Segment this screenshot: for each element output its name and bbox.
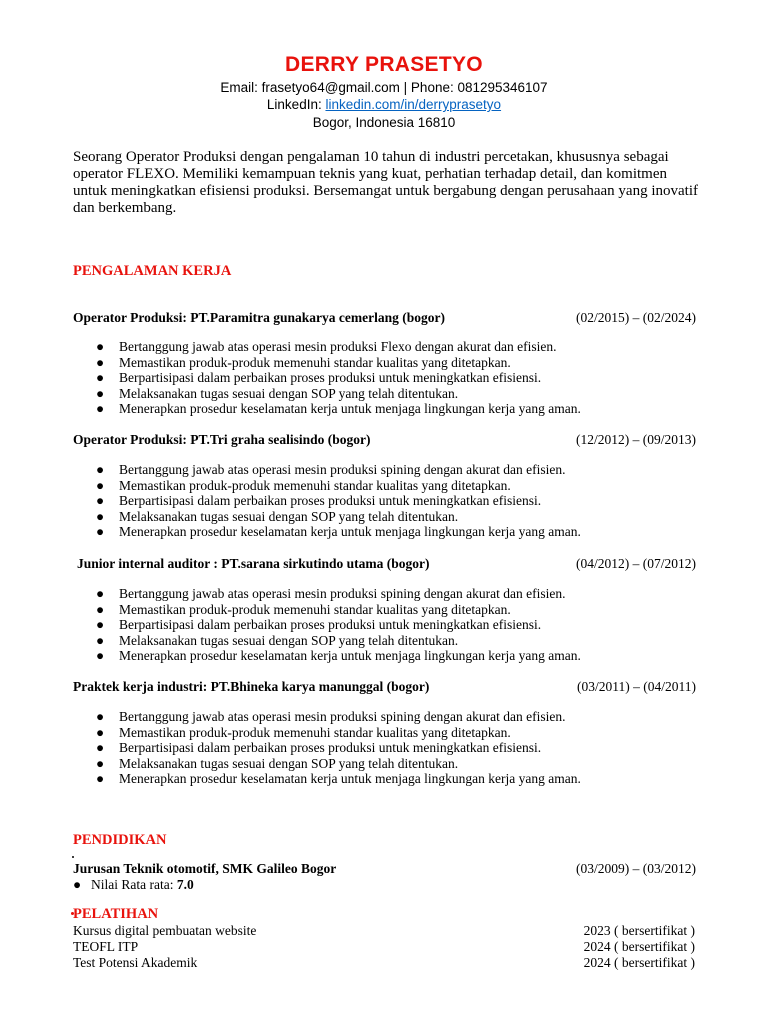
experience-heading: PENGALAMAN KERJA: [73, 263, 232, 279]
list-item: [73, 955, 695, 971]
education-dates: (03/2009) – (03/2012): [576, 861, 696, 876]
list-item: ● Melaksanakan tugas sesuai dengan SOP yang telah ditentukan.: [96, 508, 459, 524]
list-item: ● Berpartisipasi dalam perbaikan proses produksi untuk meningkatkan efisiensi.: [96, 370, 542, 385]
bullet-icon: ●: [96, 508, 105, 524]
job-title: Junior internal auditor : PT.sarana sirkutindo utama (bogor): [77, 556, 430, 571]
list-item: ● Menerapkan prosedur keselamatan kerja untuk menjaga lingkungan kerja yang aman.: [96, 648, 581, 663]
list-item: ● Menerapkan prosedur keselamatan kerja untuk menjaga lingkungan kerja yang aman.: [96, 771, 581, 786]
linkedin-link[interactable]: linkedin.com/in/derryprasetyo: [325, 97, 502, 112]
bullet-icon: ●: [96, 740, 105, 755]
stray-mark: [72, 856, 74, 858]
bullet-icon: ●: [96, 709, 105, 724]
linkedin-label: LinkedIn:: [266, 97, 326, 112]
list-item: ● Berpartisipasi dalam perbaikan proses produksi untuk meningkatkan efisiensi.: [96, 493, 542, 508]
job-dates: (04/2012) – (07/2012): [576, 556, 696, 571]
list-item: ● Melaksanakan tugas sesuai dengan SOP yang telah ditentukan.: [96, 632, 459, 648]
list-item: ● Bertanggung jawab atas operasi mesin produksi spining dengan akurat dan efisien.: [96, 586, 566, 601]
job-duties-list: [96, 462, 581, 540]
bullet-icon: ●: [96, 370, 105, 385]
list-item: ● Berpartisipasi dalam perbaikan proses produksi untuk meningkatkan efisiensi.: [96, 740, 542, 755]
bullet-icon: ●: [96, 724, 105, 740]
job-title: Operator Produksi: PT.Tri graha sealisindo (bogor): [73, 432, 371, 447]
training-year: 2023 ( bersertifikat ): [583, 923, 695, 938]
job-title: Operator Produksi: PT.Paramitra gunakarya cemerlang (bogor): [73, 310, 445, 325]
bullet-icon: ●: [73, 877, 82, 892]
bullet-icon: ●: [96, 617, 105, 632]
bullet-icon: ●: [96, 477, 105, 493]
bullet-icon: ●: [96, 586, 105, 601]
job-duties-list: [96, 586, 581, 664]
bullet-icon: ●: [96, 524, 105, 539]
training-heading: PELATIHAN: [73, 906, 159, 922]
job-dates: (12/2012) – (09/2013): [576, 432, 696, 447]
job-dates: (02/2015) – (02/2024): [576, 310, 696, 325]
list-item: ● Bertanggung jawab atas operasi mesin produksi spining dengan akurat dan efisien.: [96, 709, 566, 724]
bullet-icon: ●: [96, 771, 105, 786]
list-item: ● Bertanggung jawab atas operasi mesin produksi Flexo dengan akurat dan efisien.: [96, 339, 557, 354]
job-duties-list: [96, 709, 581, 787]
training-year: 2024 ( bersertifikat ): [583, 939, 695, 954]
list-item: ● Memastikan produk-produk memenuhi standar kualitas yang ditetapkan.: [96, 724, 511, 740]
list-item: ● Melaksanakan tugas sesuai dengan SOP yang telah ditentukan.: [96, 385, 459, 401]
training-name: TEOFL ITP: [73, 939, 139, 954]
resume-name: DERRY PRASETYO: [285, 53, 483, 76]
list-item: ● Memastikan produk-produk memenuhi standar kualitas yang ditetapkan.: [96, 354, 511, 370]
job-duties-list: [96, 339, 581, 417]
list-item: ● Berpartisipasi dalam perbaikan proses produksi untuk meningkatkan efisiensi.: [96, 617, 542, 632]
list-item: [73, 923, 695, 939]
school-name: Jurusan Teknik otomotif, SMK Galileo Bogor: [73, 861, 337, 876]
contact-line: Email: frasetyo64@gmail.com | Phone: 081295346107: [220, 80, 548, 95]
training-year: 2024 ( bersertifikat ): [583, 955, 695, 970]
job-title: Praktek kerja industri: PT.Bhineka karya manunggal (bogor): [73, 679, 430, 694]
bullet-icon: ●: [96, 385, 105, 401]
grade-label: Nilai Rata rata:: [91, 877, 177, 892]
profile-summary: Seorang Operator Produksi dengan pengalaman 10 tahun di industri percetakan, khususnya sebagai operator FLEXO. Memiliki kemampuan teknis yang kuat, perhatian terhadap detail, dan komitmen untuk meningkatkan efisiensi produksi. Bersemangat untuk bergabung dengan perusahaan yang inovatif dan berkembang.: [73, 149, 698, 216]
list-item: ● Bertanggung jawab atas operasi mesin produksi spining dengan akurat dan efisien.: [96, 462, 566, 477]
list-item: ● Menerapkan prosedur keselamatan kerja untuk menjaga lingkungan kerja yang aman.: [96, 524, 581, 539]
list-item: [73, 939, 695, 955]
bullet-icon: ●: [96, 354, 105, 370]
bullet-icon: ●: [96, 462, 105, 477]
bullet-icon: ●: [96, 339, 105, 354]
location: Bogor, Indonesia 16810: [312, 115, 456, 130]
list-item: ● Melaksanakan tugas sesuai dengan SOP yang telah ditentukan.: [96, 755, 459, 771]
grade-value: 7.0: [176, 877, 194, 892]
bullet-icon: ●: [96, 648, 105, 663]
bullet-icon: ●: [96, 601, 105, 617]
training-name: Kursus digital pembuatan website: [73, 923, 257, 938]
list-item: ● Memastikan produk-produk memenuhi standar kualitas yang ditetapkan.: [96, 601, 511, 617]
bullet-icon: ●: [96, 755, 105, 771]
list-item: ● Memastikan produk-produk memenuhi standar kualitas yang ditetapkan.: [96, 477, 511, 493]
bullet-icon: ●: [96, 401, 105, 416]
grade-row: [73, 877, 194, 893]
bullet-icon: ●: [96, 632, 105, 648]
bullet-icon: ●: [96, 493, 105, 508]
training-name: Test Potensi Akademik: [73, 955, 198, 970]
linkedin-line: [0, 97, 768, 112]
job-dates: (03/2011) – (04/2011): [577, 679, 696, 694]
list-item: ● Menerapkan prosedur keselamatan kerja untuk menjaga lingkungan kerja yang aman.: [96, 401, 581, 416]
education-heading: PENDIDIKAN: [73, 832, 167, 848]
